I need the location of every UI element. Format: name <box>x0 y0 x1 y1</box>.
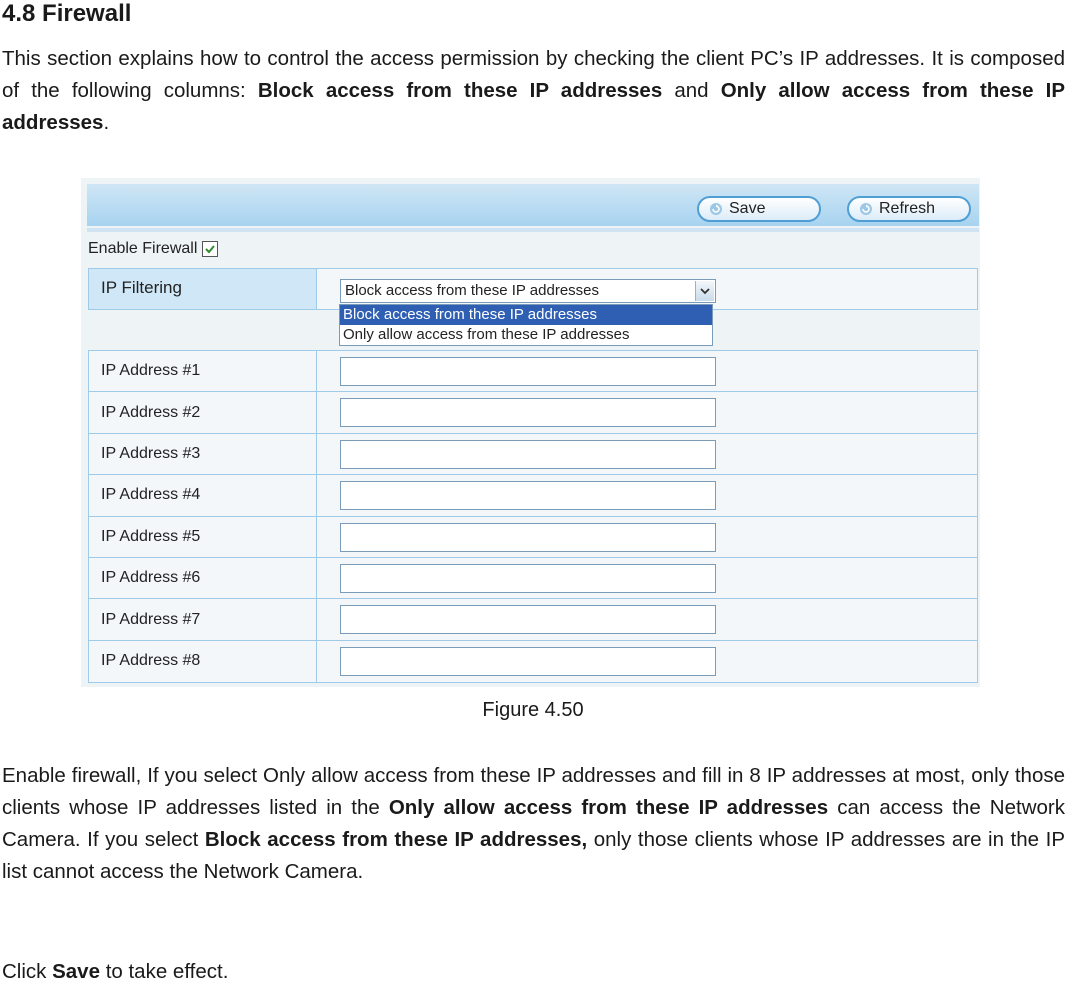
refresh-arrow-icon <box>709 202 723 216</box>
intro-text-2: and <box>662 79 721 102</box>
ip-address-input-2[interactable] <box>340 398 716 427</box>
table-row <box>89 599 977 640</box>
section-heading: 4.8 Firewall <box>2 0 132 27</box>
table-row <box>89 641 977 682</box>
toolbar <box>87 184 979 226</box>
ip-address-label: IP Address #1 <box>89 351 317 391</box>
table-row <box>89 475 977 516</box>
refresh-arrow-icon <box>859 202 873 216</box>
intro-text-3: . <box>103 111 110 134</box>
save-instruction <box>2 956 1065 988</box>
figure-caption: Figure 4.50 <box>482 699 584 721</box>
toolbar-divider <box>87 228 979 232</box>
save-button[interactable] <box>697 196 821 222</box>
ip-address-label: IP Address #3 <box>89 434 317 474</box>
ip-filtering-label: IP Filtering <box>89 269 317 309</box>
table-row <box>89 351 977 392</box>
dropdown-option-block[interactable]: Block access from these IP addresses <box>340 305 712 325</box>
ip-filtering-dropdown <box>339 304 713 346</box>
firewall-figure <box>81 178 980 687</box>
intro-paragraph <box>2 43 1065 139</box>
p2-text-2: can access the Network Camera. If you select <box>2 796 1065 851</box>
intro-bold-allow: Only allow access from these IP addresses <box>2 79 1065 134</box>
ip-address-label: IP Address #6 <box>89 558 317 598</box>
intro-text-1: This section explains how to control the access permission by checking the client PC’s IP addresses. It is composed of the following columns: <box>2 47 1065 102</box>
ip-address-input-8[interactable] <box>340 647 716 676</box>
enable-firewall-row <box>88 240 218 258</box>
p2-bold-block: Block access from these IP addresses, <box>204 828 588 851</box>
ip-address-input-6[interactable] <box>340 564 716 593</box>
ip-address-input-4[interactable] <box>340 481 716 510</box>
ip-address-input-7[interactable] <box>340 605 716 634</box>
ip-address-label: IP Address #2 <box>89 392 317 432</box>
ip-address-input-3[interactable] <box>340 440 716 469</box>
ip-filtering-select[interactable] <box>340 279 716 303</box>
p3-text-1: Click <box>2 960 53 983</box>
dropdown-option-allow[interactable]: Only allow access from these IP addresses <box>343 326 630 343</box>
save-button-label: Save <box>729 200 766 217</box>
chevron-down-icon[interactable] <box>695 281 714 301</box>
ip-address-input-1[interactable] <box>340 357 716 386</box>
table-row <box>89 558 977 599</box>
refresh-button[interactable] <box>847 196 971 222</box>
ip-address-label: IP Address #7 <box>89 599 317 639</box>
p2-bold-allow: Only allow access from these IP addresses <box>388 796 829 819</box>
ip-address-label: IP Address #4 <box>89 475 317 515</box>
explanation-paragraph <box>2 760 1065 888</box>
enable-firewall-label: Enable Firewall <box>88 240 198 257</box>
enable-firewall-checkbox[interactable] <box>202 241 218 257</box>
p3-bold-save: Save <box>52 960 100 983</box>
table-row <box>89 517 977 558</box>
ip-address-table <box>88 350 978 683</box>
ip-address-label: IP Address #5 <box>89 517 317 557</box>
refresh-button-label: Refresh <box>879 200 936 217</box>
check-icon <box>204 243 216 255</box>
p3-text-2: to take effect. <box>100 960 229 983</box>
table-row <box>89 434 977 475</box>
intro-bold-block: Block access from these IP addresses <box>257 79 663 102</box>
p2-text-3: only those clients whose IP addresses are in the IP list cannot access the Network Camera. <box>2 828 1065 883</box>
table-row <box>89 392 977 433</box>
ip-address-input-5[interactable] <box>340 523 716 552</box>
p2-text-1: Enable firewall, If you select Only allow access from these IP addresses and fill in 8 IP addresses at most, only those clients whose IP addresses listed in the <box>2 764 1065 819</box>
ip-address-label: IP Address #8 <box>89 641 317 682</box>
ip-filtering-selected-value: Block access from these IP addresses <box>345 282 600 299</box>
